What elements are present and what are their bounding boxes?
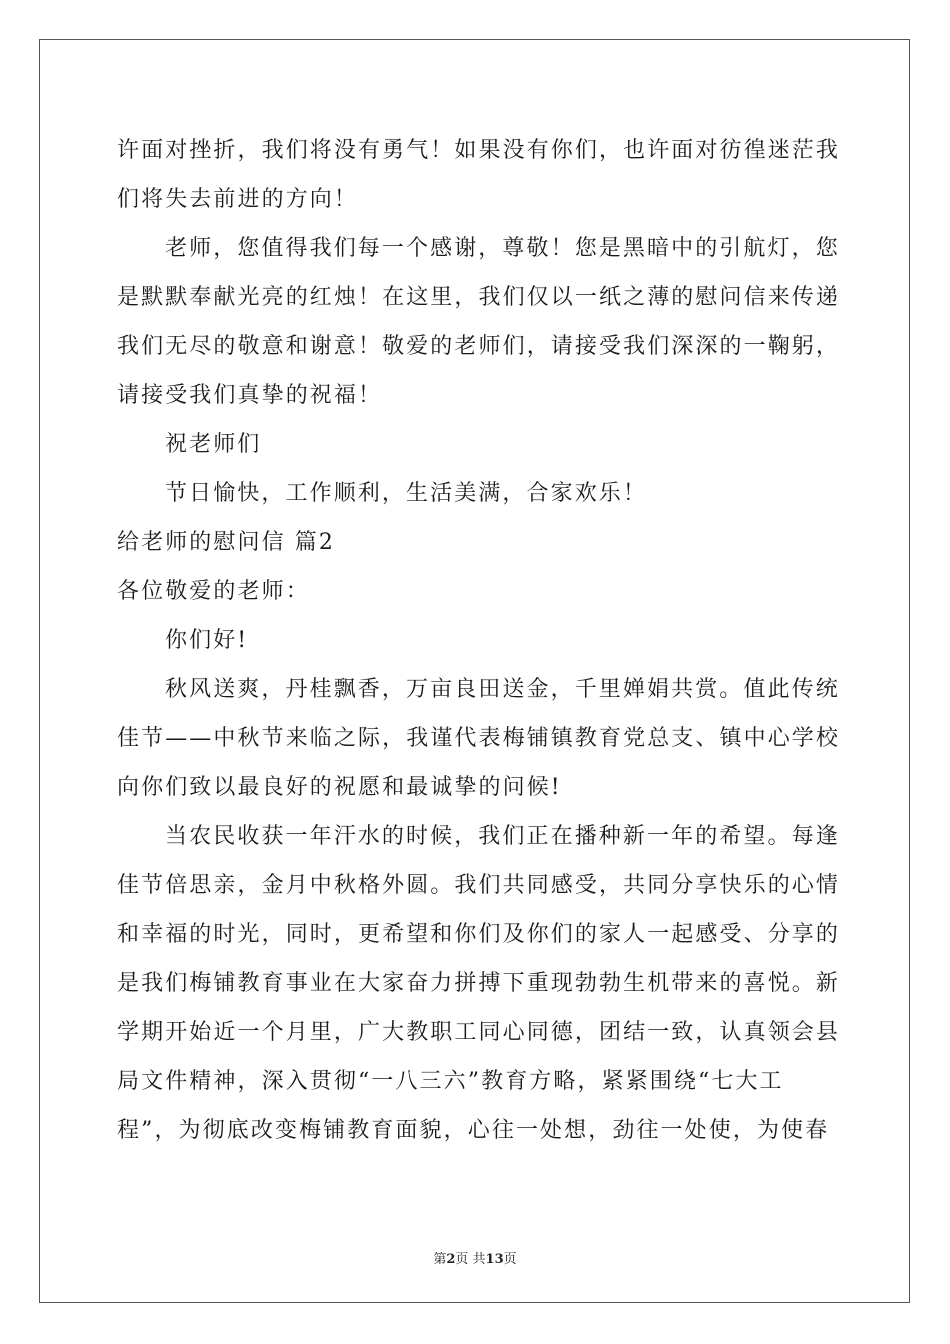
text-line: 许面对挫折，我们将没有勇气！如果没有你们，也许面对彷徨迷茫我 [117,138,841,163]
text-line: 请接受我们真挚的祝福！ [117,383,383,408]
footer-middle: 页 共 [455,1252,486,1267]
page-footer [0,1248,950,1267]
footer-page-number: 2 [446,1252,456,1267]
text-line: 和幸福的时光，同时，更希望和你们及你们的家人一起感受、分享的 [117,922,841,947]
text-line: 秋风送爽，丹桂飘香，万亩良田送金，千里婵娟共赏。值此传统 [165,677,840,702]
text-line: 程”，为彻底改变梅铺教育面貌，心往一处想，劲往一处使，为使春 [117,1118,830,1143]
text-line: 各位敬爱的老师： [117,579,310,604]
text-line: 佳节——中秋节来临之际，我谨代表梅铺镇教育党总支、镇中心学校 [117,726,841,751]
text-line: 给老师的慰问信 篇2 [117,530,335,555]
text-line: 节日愉快，工作顺利，生活美满，合家欢乐！ [165,481,648,506]
text-line: 老师，您值得我们每一个感谢，尊敬！您是黑暗中的引航灯，您 [165,236,840,261]
text-line: 祝老师们 [165,432,262,457]
document-body [117,126,841,1155]
text-line: 是我们梅铺教育事业在大家奋力拼搏下重现勃勃生机带来的喜悦。新 [117,971,841,996]
text-line: 我们无尽的敬意和谢意！敬爱的老师们，请接受我们深深的一鞠躬， [117,334,841,359]
text-line: 你们好! [165,628,249,653]
text-line: 向你们致以最良好的祝愿和最诚挚的问候! [117,775,562,800]
text-line: 是默默奉献光亮的红烛！在这里，我们仅以一纸之薄的慰问信来传递 [117,285,841,310]
text-line: 佳节倍思亲，金月中秋格外圆。我们共同感受，共同分享快乐的心情 [117,873,841,898]
footer-suffix: 页 [503,1252,517,1267]
text-line: 学期开始近一个月里，广大教职工同心同德，团结一致，认真领会县 [117,1020,841,1045]
text-line: 局文件精神，深入贯彻“一八三六”教育方略，紧紧围绕“七大工 [117,1069,784,1094]
text-line: 当农民收获一年汗水的时候，我们正在播种新一年的希望。每逢 [165,824,840,849]
footer-prefix: 第 [433,1252,447,1267]
footer-total-pages: 13 [485,1252,504,1267]
text-line: 们将失去前进的方向！ [117,187,359,212]
